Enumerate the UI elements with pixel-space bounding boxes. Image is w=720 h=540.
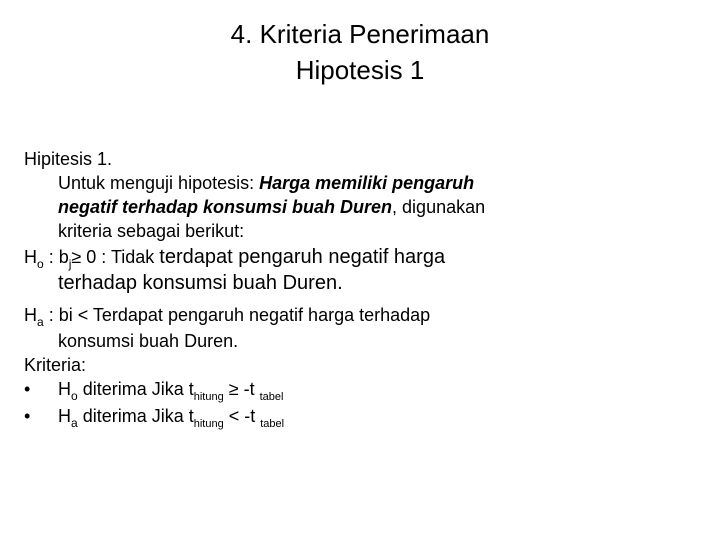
h0-line-2: terhadap konsumsi buah Duren. xyxy=(58,272,343,294)
k2-t-subscript: hitung xyxy=(193,418,224,430)
k1-t-subscript: hitung xyxy=(193,391,224,403)
h0-line-1 xyxy=(24,245,704,271)
k1-tabel-subscript: tabel xyxy=(259,391,284,403)
k2-operator: < -t xyxy=(223,406,261,426)
ha-symbol: H xyxy=(24,305,37,325)
bullet-icon: • xyxy=(24,379,31,399)
intro-text: Untuk menguji hipotesis: xyxy=(58,173,260,193)
title-line-1: 4. Kriteria Penerimaan xyxy=(230,19,490,49)
intro-text-2: , digunakan xyxy=(392,197,486,217)
k2-tabel-subscript: tabel xyxy=(260,418,285,430)
intro-line-3: kriteria sebagai berikut: xyxy=(58,221,245,241)
hypothesis-emphasis-cont: negatif terhadap konsumsi buah Duren xyxy=(58,197,393,217)
h0-text-c: terdapat pengaruh negatif harga xyxy=(159,246,446,268)
kriteria-label: Kriteria: xyxy=(24,355,87,375)
kriteria-item-1 xyxy=(24,377,704,404)
k1-text: diterima Jika t xyxy=(77,379,194,399)
h0-j-subscript: j xyxy=(68,257,72,271)
h0-text-b: ≥ 0 : Tidak xyxy=(71,247,160,267)
k1-symbol: H xyxy=(58,379,71,399)
intro-heading: Hipitesis 1. xyxy=(24,149,113,169)
ha-line-1 xyxy=(24,303,704,329)
h0-text-a: : b xyxy=(43,247,69,267)
intro-line-1 xyxy=(24,171,704,195)
k1-operator: ≥ -t xyxy=(223,379,260,399)
h0-subscript: o xyxy=(37,257,44,271)
ha-subscript: a xyxy=(37,315,44,329)
slide-body xyxy=(24,147,704,431)
ha-text-a: : bi < Terdapat pengaruh negatif harga terhadap xyxy=(43,305,431,325)
bullet-icon: • xyxy=(24,406,31,426)
k2-symbol: H xyxy=(58,406,71,426)
k1-subscript: o xyxy=(71,389,78,403)
ha-line-2: konsumsi buah Duren. xyxy=(58,331,239,351)
title-line-2: Hipotesis 1 xyxy=(295,55,425,85)
k2-text: diterima Jika t xyxy=(77,406,194,426)
hypothesis-emphasis: Harga memiliki pengaruh xyxy=(259,173,475,193)
kriteria-item-2 xyxy=(24,404,704,431)
intro-line-2 xyxy=(24,195,704,219)
k2-subscript: a xyxy=(71,416,78,430)
slide-title xyxy=(0,16,720,88)
h0-symbol: H xyxy=(24,247,37,267)
